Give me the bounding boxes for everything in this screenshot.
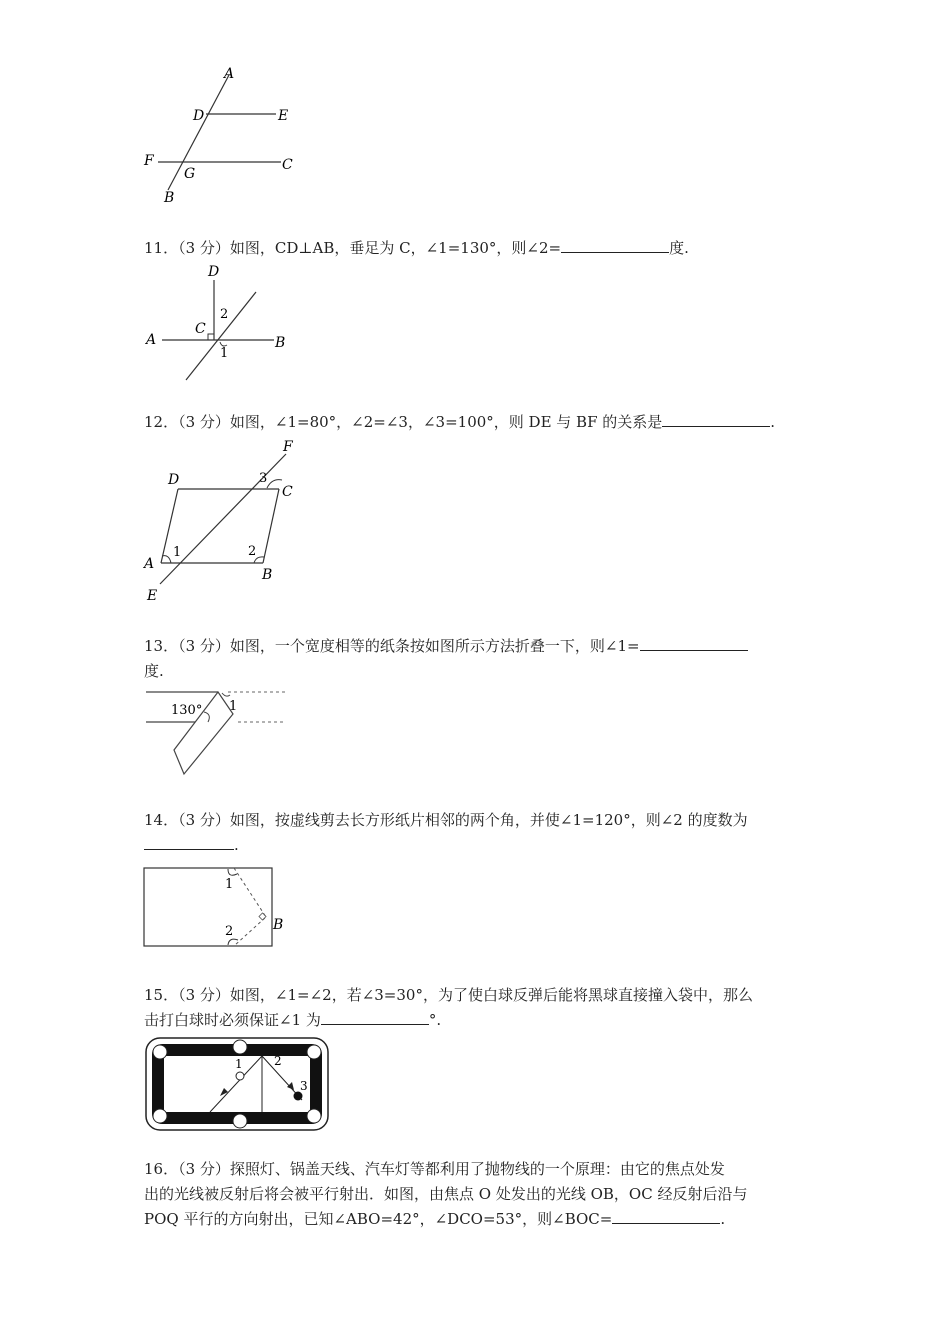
question-number: 16． [144, 1160, 179, 1178]
answer-blank[interactable] [612, 1207, 720, 1224]
label-c: C [282, 157, 293, 173]
figure-q12-quadrilateral [138, 436, 308, 606]
label-a: A [144, 556, 155, 572]
label-e: E [278, 108, 289, 124]
question-end: . [720, 1210, 726, 1228]
angle-1-label: 1 [225, 877, 234, 892]
question-text: 如图，∠1=∠2，若∠3=30°，为了使白球反弹后能将黑球直接撞入袋中，那么 [229, 986, 753, 1004]
question-unit: 度. [144, 662, 164, 680]
label-b: B [262, 567, 273, 583]
question-12 [144, 410, 775, 435]
label-d: D [168, 472, 180, 488]
label-f: F [144, 153, 154, 169]
question-text: 如图，按虚线剪去长方形纸片相邻的两个角，并使∠1=120°，则∠2 的度数为 [229, 811, 748, 829]
question-number: 13． [144, 637, 179, 655]
answer-blank[interactable] [662, 410, 770, 427]
question-13 [144, 634, 748, 659]
question-unit: 度. [669, 239, 689, 257]
figure-q10-parallel-lines [138, 62, 308, 212]
question-text-line2: 击打白球时必须保证∠1 为 [144, 1011, 321, 1029]
answer-blank[interactable] [561, 236, 669, 253]
question-score: （3 分） [178, 413, 230, 431]
angle-1-label: 1 [220, 346, 229, 361]
question-number: 14． [144, 811, 179, 829]
figure-q11-perpendicular [138, 262, 298, 387]
question-14 [144, 808, 748, 833]
label-a: A [224, 66, 235, 82]
question-13-line2 [144, 659, 164, 684]
question-score: （3 分） [178, 986, 230, 1004]
angle-2-label: 2 [220, 307, 229, 322]
answer-blank[interactable] [321, 1008, 429, 1025]
question-score: （3 分） [178, 1160, 230, 1178]
question-11 [144, 236, 689, 261]
question-15-line2 [144, 1008, 441, 1033]
question-number: 15． [144, 986, 179, 1004]
figure-q15-billiard-table [144, 1036, 330, 1132]
angle-2-label: 2 [248, 544, 257, 559]
label-c: C [282, 484, 293, 500]
question-text: 探照灯、锅盖天线、汽车灯等都利用了抛物线的一个原理：由它的焦点处发 [229, 1160, 725, 1178]
label-d: D [193, 108, 205, 124]
question-score: （3 分） [178, 811, 230, 829]
angle-1-label: 1 [173, 545, 182, 560]
label-a: A [146, 332, 157, 348]
question-text: 如图，CD⊥AB，垂足为 C，∠1=130°，则∠2= [229, 239, 562, 257]
question-end: . [234, 836, 239, 854]
question-text-line2: 出的光线被反射后将会被平行射出．如图，由焦点 O 处发出的光线 OB，OC 经反射后沿与 [144, 1185, 748, 1203]
question-15 [144, 983, 753, 1008]
answer-blank[interactable] [144, 833, 234, 850]
question-score: （3 分） [178, 239, 230, 257]
question-text-line3: POQ 平行的方向射出，已知∠ABO=42°，∠DCO=53°，则∠BOC= [144, 1210, 613, 1228]
question-14-line2 [144, 833, 239, 858]
label-e: E [147, 588, 158, 604]
angle-3-label: 3 [300, 1079, 308, 1093]
question-16 [144, 1157, 725, 1182]
label-g: G [184, 166, 196, 182]
label-d: D [208, 264, 220, 280]
angle-130-label: 130° [171, 703, 203, 718]
angle-2-label: 2 [274, 1054, 282, 1068]
question-16-line2 [144, 1182, 747, 1207]
angle-1-label: 1 [235, 1057, 243, 1071]
question-end: . [770, 413, 776, 431]
label-c: C [195, 321, 206, 337]
label-b: B [273, 917, 284, 933]
question-number: 12． [144, 413, 179, 431]
question-unit: °. [428, 1011, 442, 1029]
label-b: B [275, 335, 286, 351]
angle-1-label: 1 [229, 699, 238, 714]
figure-q14-rectangle [138, 862, 298, 952]
angle-3-label: 3 [259, 471, 268, 486]
label-b: B [164, 190, 175, 206]
question-text: 如图，∠1=80°，∠2=∠3，∠3=100°，则 DE 与 BF 的关系是 [229, 413, 663, 431]
question-score: （3 分） [178, 637, 230, 655]
figure-q13-folded-strip [138, 684, 298, 784]
label-f: F [283, 439, 293, 455]
answer-blank[interactable] [640, 634, 748, 651]
angle-2-label: 2 [225, 924, 234, 939]
question-16-line3 [144, 1207, 725, 1232]
question-text: 如图，一个宽度相等的纸条按如图所示方法折叠一下，则∠1= [229, 637, 640, 655]
question-number: 11． [144, 239, 179, 257]
